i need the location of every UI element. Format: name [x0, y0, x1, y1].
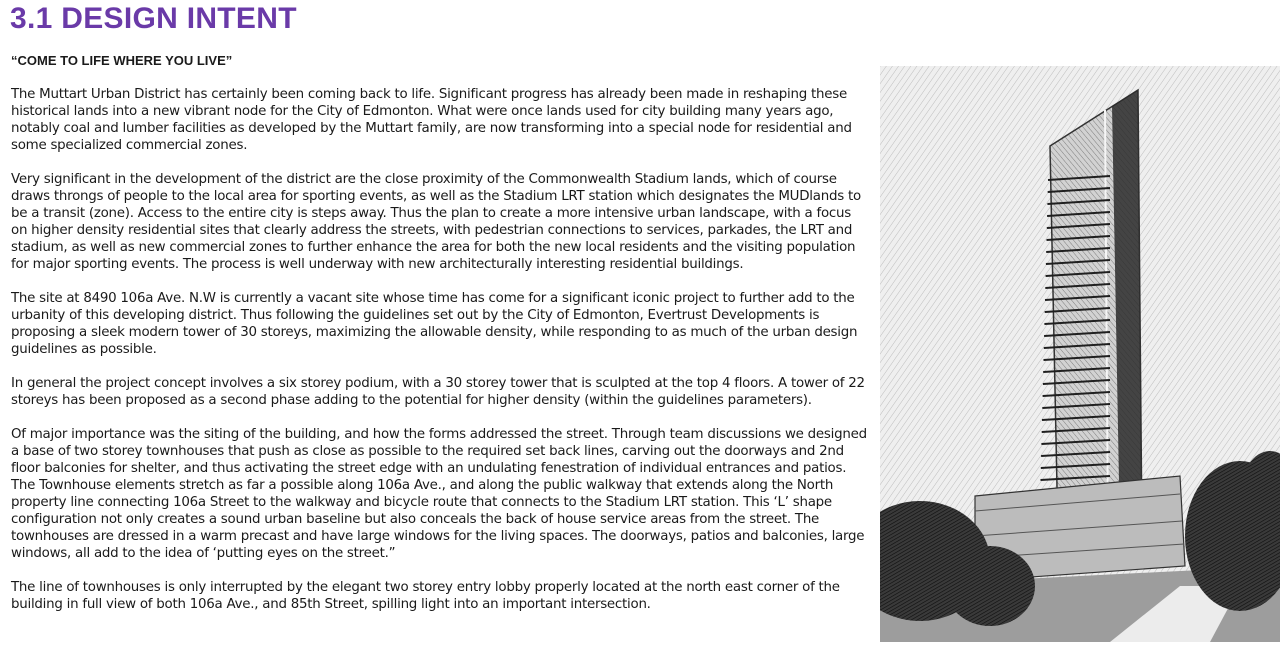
- tower-sketch-rendering: [880, 66, 1280, 642]
- paragraph-intro: The Muttart Urban District has certainly been coming back to life. Significant progress has already been made in reshaping these historical lands into a new vibrant node for the City of Edmonton. What were once lands used for city building many years ago, notably coal and lumber facilities as developed by the Muttart family, are now transforming into a special node for residential and some specialized commercial zones.: [11, 87, 852, 153]
- paragraph-lobby: The line of townhouses is only interrupted by the elegant two storey entry lobby properly located at the north east corner of the building in full view of both 106a Ave., and 85th Street, spilling light into an important intersection.: [11, 580, 840, 612]
- paragraph-stadium: Very significant in the development of the district are the close proximity of the Commonwealth Stadium lands, which of course draws throngs of people to the local area for sporting events, as well as the Stadium LRT station which designates the MUDlands to be a transit (zone). Access to the entire city is steps away. Thus the plan to create a more intensive urban landscape, with a focus on higher density residential sites that clearly address the streets, with pedestrian connections to services, parkades, the LRT and stadium, as well as new commercial zones to further enhance the area for both the new local residents and the visiting population for major sporting events. The process is well underway with new architecturally interesting residential buildings.: [11, 172, 861, 272]
- tower-sketch-image: [880, 66, 1280, 642]
- section-title: 3.1 DESIGN INTENT: [10, 2, 297, 35]
- section-subtitle: “COME TO LIFE WHERE YOU LIVE”: [11, 53, 233, 68]
- paragraph-concept: In general the project concept involves a six storey podium, with a 30 storey tower that is sculpted at the top 4 floors. A tower of 22 storeys has been proposed as a second phase adding to the potential for higher density (within the guidelines parameters).: [11, 376, 865, 408]
- body-text: [11, 86, 869, 630]
- paragraph-siting: Of major importance was the siting of the building, and how the forms addressed the street. Through team discussions we designed a base of two storey townhouses that push as close as possible to the required set back lines, carving out the doorways and 2nd floor balconies for shelter, and thus activating the street edge with an undulating fenestration of individual entrances and patios. The Townhouse elements stretch as far a possible along 106a Ave., and along the public walkway that extends along the North property line connecting 106a Street to the walkway and bicycle route that connects to the Stadium LRT station. This ‘L’ shape configuration not only creates a sound urban baseline but also conceals the back of house service areas from the street. The townhouses are dressed in a warm precast and have large windows for the living spaces. The doorways, patios and balconies, large windows, all add to the idea of ‘putting eyes on the street.”: [11, 427, 867, 561]
- paragraph-site: The site at 8490 106a Ave. N.W is currently a vacant site whose time has come for a significant iconic project to further add to the urbanity of this developing district. Thus following the guidelines set out by the City of Edmonton, Evertrust Developments is proposing a sleek modern tower of 30 storeys, maximizing the allowable density, while responding to as much of the urban design guidelines as possible.: [11, 291, 858, 357]
